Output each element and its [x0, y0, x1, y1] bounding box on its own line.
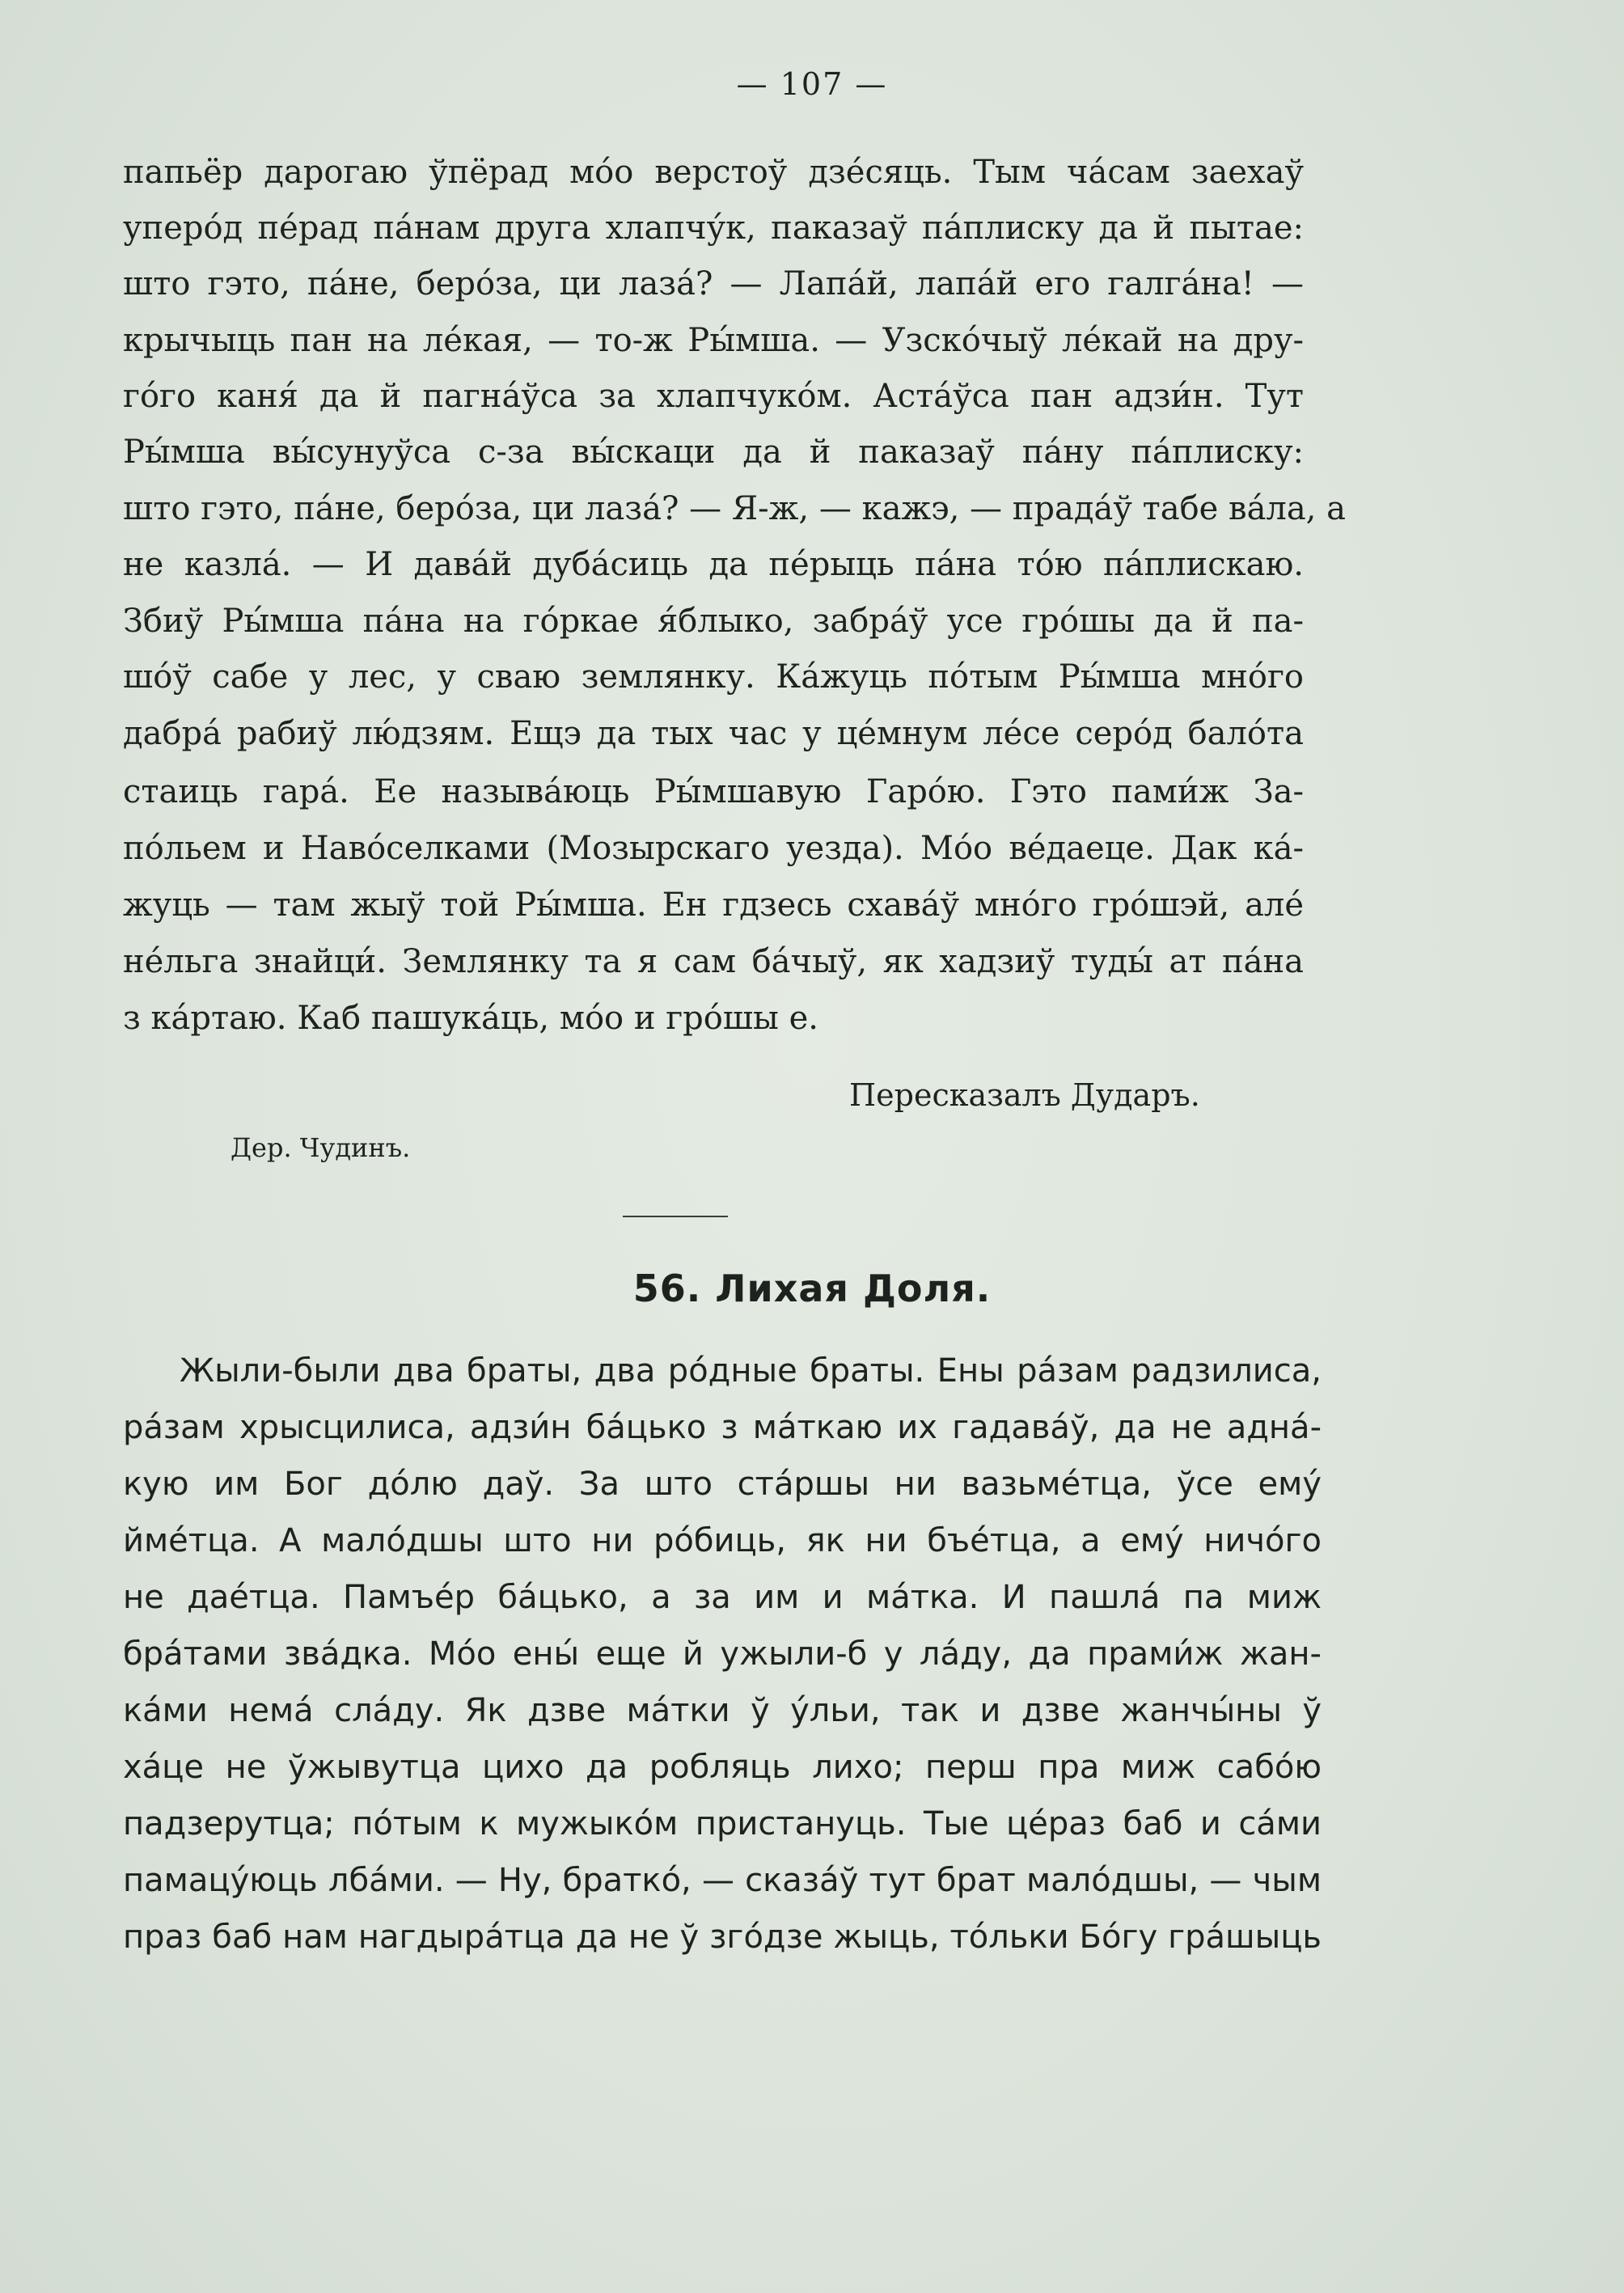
- village-name: Дер. Чудинъ.: [230, 1132, 411, 1163]
- section-divider: [623, 1216, 728, 1217]
- narrator-credit: Пересказалъ Дударъ.: [849, 1077, 1200, 1113]
- page-number: — 107 —: [736, 66, 888, 102]
- story-title: 56. Лихая Доля.: [632, 1267, 992, 1310]
- page: — 107 — папьёр дарогаю ўпёрад мо́о верстоў дзе́сяць. Тым ча́сам заехаў уперо́д пе́рад па́нам друга хлапчу́к, паказаў па́плиску да й пытае: што гэто, па́не, беро́за, ци лаза́? — Лапа́й, лапа́й его галга́на! — крычыць пан на ле́кая, — то-ж Ры́мша. — Узско́чыў ле́кай на дру- го́го каня́ да й пагна́ўса за хлапчуко́м. Аста́ўса пан адзи́н. Тут Ры́мша вы́сунуўса с-за вы́скаци да й паказаў па́ну па́плиску: што гэто, па́не, беро́за, ци лаза́? — Я-ж, — кажэ, — прада́ў табе ва́ла, а не казла́. — И дава́й дуба́сиць да пе́рыць па́на то́ю па́плискаю. Збиў Ры́мша па́на на го́ркае я́блыко, забра́ў усе гро́шы да й па- шо́ў сабе у лес, у сваю землянку. Ка́жуць по́тым Ры́мша мно́го дабра́ рабиў лю́дзям. Ещэ да тых час у це́мнум ле́се серо́д бало́та стаиць гара́. Ее называ́юць Ры́мшавую Гаро́ю. Гэто пами́ж За- по́льем и Наво́селками (Мозырскаго уезда). Мо́о ве́даеце. Дак ка́- жуць — там жыў той Ры́мша. Ен гдзесь схава́ў мно́го гро́шэй, але́ не́льга знайци́. Землянку та я сам ба́чыў, як хадзиў туды́ ат па́на з ка́ртаю. Каб пашука́ць, мо́о и гро́шы е. Пересказалъ Дударъ. Дер. Чудинъ. 56. Лихая Доля. Жыли-были два браты, два ро́дные браты. Ены ра́зам радзилиса, ра́зам хрысцилиса, адзи́н ба́цько з ма́ткаю их гадава́ў, да не адна́- кую им Бог до́лю даў. За што ста́ршы ни вазьме́тца, ўсе ему́ йме́тца. А мало́дшы што ни ро́биць, як ни бъе́тца, а ему́ ничо́го не дае́тца. Памъе́р ба́цько, а за им и ма́тка. И пашла́ па миж бра́тами зва́дка. Мо́о ены́ еще й ужыли-б у ла́ду, да прами́ж жан- ка́ми нема́ сла́ду. Як дзве ма́тки ў у́льи, так и дзве жанчы́ны ў ха́це не ўжывутца цихо да робляць лихо; перш пра миж сабо́ю падзерутца; по́тым к мужыко́м пристануць. Тые це́раз баб и са́ми памацу́юць лба́ми. — Ну, братко́, — сказа́ў тут брат мало́дшы, — чым праз баб нам нагдыра́тца да не ў зго́дзе жыць, то́льки Бо́гу гра́шыць: [0, 0, 1624, 2293]
